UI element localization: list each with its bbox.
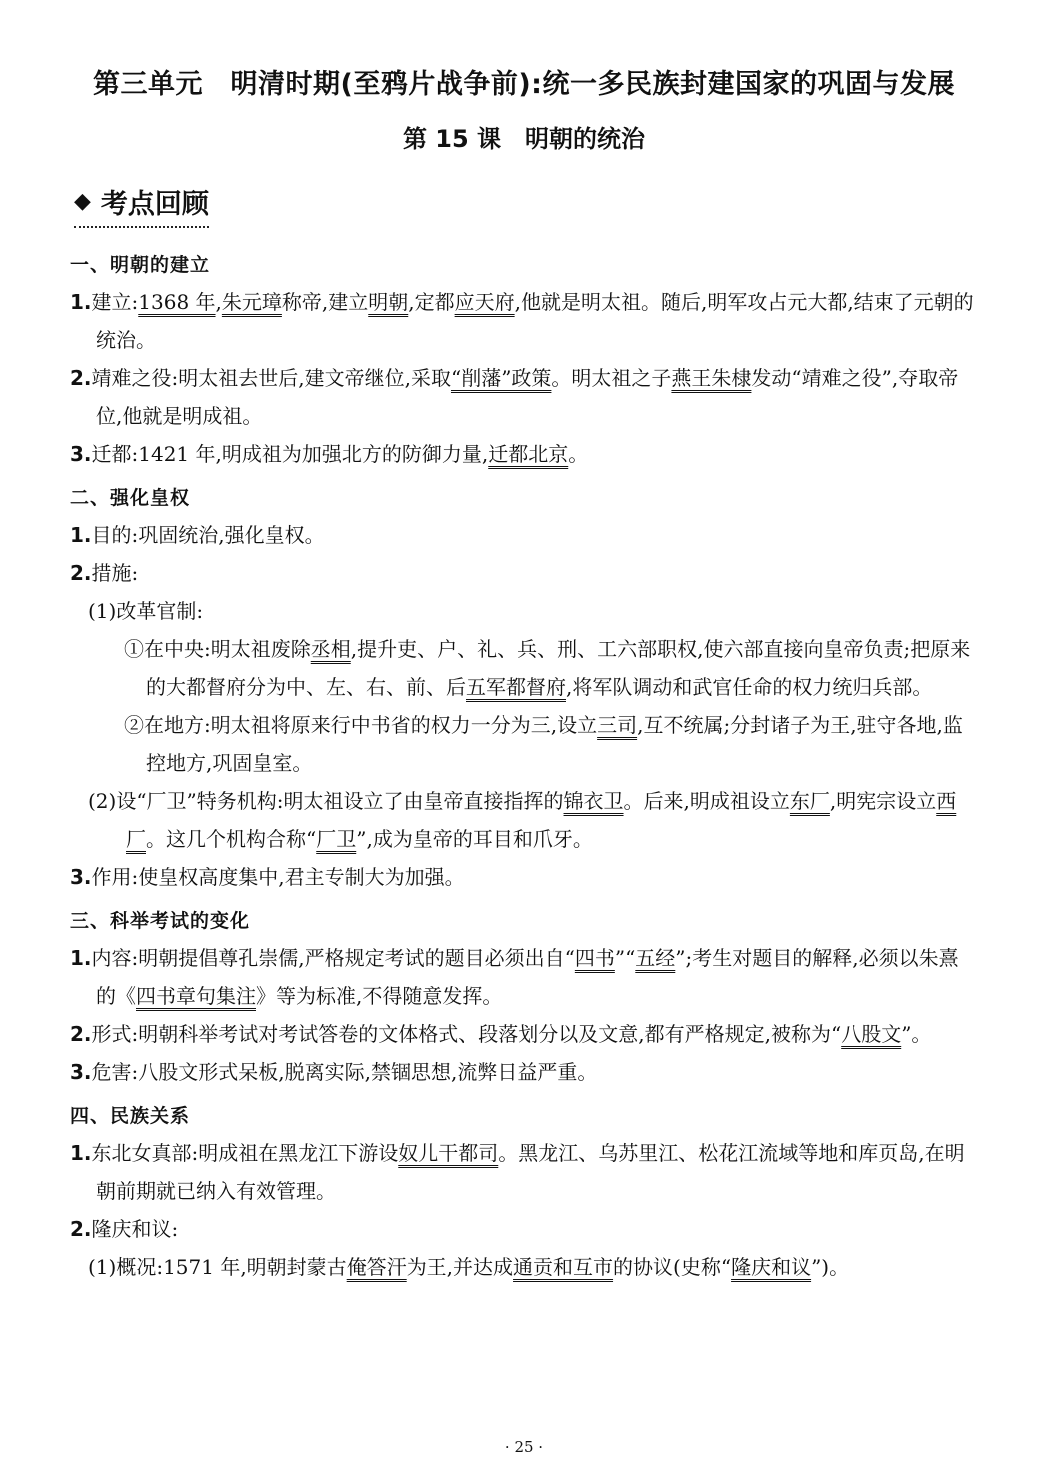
unit-title: 第三单元 明清时期(至鸦片战争前):统一多民族封建国家的巩固与发展 [93,69,955,100]
key-term: 隆庆和议 [731,1255,812,1279]
key-term: 四书章句集注 [136,984,256,1008]
section-heading [74,182,209,228]
text: ”,成为皇帝的耳目和爪牙。 [356,827,593,851]
key-term: 西厂 [126,789,957,851]
text: ”)。 [811,1255,850,1279]
item-number: 3. [70,442,92,466]
text: , [215,290,222,314]
text: 靖难之役:明太祖去世后,建文帝继位,采取 [91,366,451,390]
item-number: 2. [70,1217,92,1241]
item-number: 1. [70,523,92,547]
text: 隆庆和议: [91,1217,179,1241]
key-term: 1368 年 [138,290,216,314]
text: ,他就是明太祖。随后,明军攻占元大都,结束了元朝的统治。 [96,290,974,352]
lesson-title: 第 15 课 明朝的统治 [402,125,646,153]
subpoint-central [70,630,978,706]
text: 。后来,明成祖设立 [623,789,790,813]
text: 的协议(史称“ [613,1255,732,1279]
text: ,明宪宗设立 [829,789,937,813]
item-number: 3. [70,865,92,889]
text: 迁都:1421 年,明成祖为加强北方的防御力量, [91,442,489,466]
text: 建立: [91,290,139,314]
point-form [70,1015,978,1053]
key-term: 四书 [574,946,615,970]
diamond-icon: ◆ [74,189,91,214]
heading-exam-changes: 三、科举考试的变化 [70,910,251,932]
point-effect [70,858,978,896]
text: 。明太祖之子 [551,366,672,390]
key-term: 东厂 [789,789,830,813]
key-term: 迁都北京 [488,442,569,466]
text: ”“ [614,946,636,970]
key-term: 燕王朱棣 [671,366,752,390]
item-number: 3. [70,1060,92,1084]
text: 称帝,建立 [281,290,369,314]
point-jurchen [70,1134,978,1210]
item-number: 2. [70,366,92,390]
text: 内容:明朝提倡尊孔崇儒,严格规定考试的题目必须出自“ [91,946,575,970]
section-label: 考点回顾 [100,189,209,220]
item-number: 2. [70,561,92,585]
text: 形式:明朝科举考试对考试答卷的文体格式、段落划分以及文意,都有严格规定,被称为“ [91,1022,842,1046]
text: 危害:八股文形式呆板,脱离实际,禁锢思想,流弊日益严重。 [91,1060,598,1084]
heading-imperial-power: 二、强化皇权 [70,487,191,509]
text: ,将军队调动和武官任命的权力统归兵部。 [566,675,933,699]
text: ,定都 [408,290,455,314]
subpoint-overview [70,1248,978,1286]
text: 作用:使皇权高度集中,君主专制大为加强。 [91,865,465,889]
text: 为王,并达成 [406,1255,514,1279]
text: 东北女真部:明成祖在黑龙江下游设 [91,1141,399,1165]
text: ,提升吏、户、礼、兵、刑、工六部职权,使六部直接向皇帝负责;把原来的大都督府分为中、左、右、前、后 [146,637,971,699]
key-term: 五经 [635,946,676,970]
text: ”;考生对题目的解释,必须以朱熹的《 [96,946,959,1008]
key-term: 三司 [597,713,638,737]
key-term: 明朝 [368,290,409,314]
item-number: 2. [70,1022,92,1046]
key-term: 丞相 [310,637,351,661]
item-number: 1. [70,1141,92,1165]
text: (1)概况:1571 年,明朝封蒙古 [88,1255,347,1279]
point-purpose [70,516,978,554]
point-capital-move [70,435,978,473]
point-content [70,939,978,1015]
key-term: 五军都督府 [466,675,566,699]
key-term: 厂卫 [316,827,357,851]
page-number: · 25 · [504,1438,544,1456]
text: 发动“靖难之役”,夺取帝位,他就是明成祖。 [96,366,959,428]
text: 措施: [91,561,139,585]
text: ,互不统属;分封诸子为王,驻守各地,监控地方,巩固皇室。 [146,713,963,775]
heading-ming-founding: 一、明朝的建立 [70,254,211,276]
item-number: 1. [70,290,92,314]
text: ”。 [901,1022,932,1046]
text: 。黑龙江、乌苏里江、松花江流域等地和库页岛,在明朝前期就已纳入有效管理。 [96,1141,965,1203]
heading-ethnic-relations: 四、民族关系 [70,1105,191,1127]
key-term: 俺答汗 [346,1255,407,1279]
point-jingnan [70,359,978,435]
text: (2)设“厂卫”特务机构:明太祖设立了由皇帝直接指挥的 [88,789,564,813]
point-founding [70,283,978,359]
subpoint-local [70,706,978,782]
text: 在地方:明太祖将原来行中书省的权力一分为三,设立 [144,713,598,737]
key-term: 朱元璋 [221,290,282,314]
circled-number: ① [124,637,144,661]
item-number: 1. [70,946,92,970]
subpoint-changwei [70,782,978,858]
key-term: 通贡和互市 [513,1255,614,1279]
text: 目的:巩固统治,强化皇权。 [91,523,325,547]
key-term: 八股文 [841,1022,902,1046]
text: 》等为标准,不得随意发挥。 [256,984,503,1008]
key-term: “削藩”政策 [450,366,552,390]
text: (1)改革官制: [88,599,204,623]
point-measures [70,554,978,592]
point-longqing [70,1210,978,1248]
text: 。这几个机构合称“ [146,827,317,851]
key-term: 奴儿干都司 [398,1141,499,1165]
key-term: 应天府 [454,290,515,314]
subpoint-official-reform [70,592,978,630]
point-harm [70,1053,978,1091]
key-term: 锦衣卫 [563,789,624,813]
text: 在中央:明太祖废除 [144,637,311,661]
circled-number: ② [124,713,144,737]
text: 。 [568,442,589,466]
